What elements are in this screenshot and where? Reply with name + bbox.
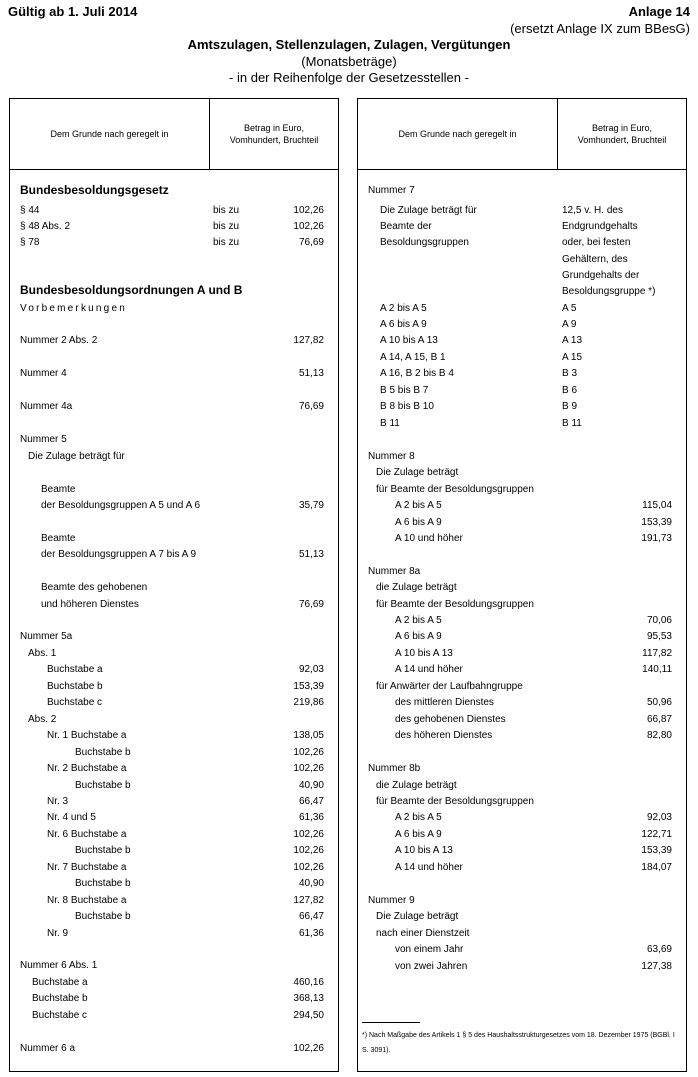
row-label: Nummer 2 Abs. 2 (20, 335, 98, 346)
row-label: A 10 bis A 13 (380, 335, 438, 346)
row-label: Die Zulage beträgt für (28, 451, 125, 462)
row-label: Die Zulage beträgt für (380, 205, 477, 216)
row-amount: 184,07 (641, 862, 672, 873)
header-amount-line2: Vomhundert, Bruchteil (229, 135, 319, 145)
row-label: Buchstabe b (75, 747, 131, 758)
row-amount: 76,69 (298, 599, 324, 610)
row-amount: 66,47 (298, 911, 324, 922)
row-amount: 92,03 (298, 664, 324, 675)
row-label: Buchstabe b (75, 878, 131, 889)
row-label: A 6 bis A 9 (395, 517, 442, 528)
row-label: A 10 bis A 13 (395, 845, 453, 856)
row-label: Beamte (41, 484, 76, 495)
row-rule-text: 12,5 v. H. des (562, 205, 623, 216)
row-amount: 102,26 (293, 845, 324, 856)
row-label: Buchstabe c (47, 697, 103, 708)
row-label: Buchstabe b (32, 993, 88, 1004)
row-rule-text: B 9 (562, 401, 578, 412)
row-label: von einem Jahr (395, 944, 464, 955)
row-rule-text: A 13 (562, 335, 583, 346)
row-label: Buchstabe b (47, 681, 103, 692)
row-label: Abs. 1 (28, 648, 57, 659)
row-label: nach einer Dienstzeit (376, 928, 470, 939)
document-title: Amtszulagen, Stellenzulagen, Zulagen, Vergütungen (187, 37, 511, 52)
row-amount: 92,03 (646, 812, 672, 823)
row-label: und höheren Dienstes (41, 599, 139, 610)
header-amount (558, 99, 686, 169)
row-label: des höheren Dienstes (395, 730, 493, 741)
row-label: A 6 bis A 9 (395, 631, 442, 642)
row-label: Buchstabe b (75, 845, 131, 856)
row-label: § 48 Abs. 2 (20, 221, 71, 232)
header-legal-basis: Dem Grunde nach geregelt in (10, 99, 210, 169)
row-amount: 138,05 (293, 730, 324, 741)
row-amount: 219,86 (293, 697, 324, 708)
row-label: Nr. 8 Buchstabe a (47, 895, 127, 906)
row-label: Nummer 8 (368, 451, 415, 462)
row-amount: 63,69 (646, 944, 672, 955)
row-label: Nr. 3 (47, 796, 69, 807)
row-label: Nummer 4 (20, 368, 67, 379)
row-amount: 102,26 (293, 747, 324, 758)
row-label: für Beamte der Besoldungsgruppen (376, 599, 534, 610)
footnote: *) Nach Maßgabe des Artikels 1 § 5 des Haushaltsstrukturgesetzes vom 18. Dezember 1975 (BGBl. I S. 3091). (362, 1032, 675, 1054)
row-label: Buchstabe b (75, 911, 131, 922)
row-label: Nummer 7 (368, 185, 415, 196)
row-label: Die Zulage beträgt (376, 911, 459, 922)
row-label: A 14 und höher (395, 664, 463, 675)
row-label: Nummer 8b (368, 763, 421, 774)
row-label: Buchstabe a (47, 664, 103, 675)
row-label: Buchstabe b (75, 780, 131, 791)
row-label: A 10 und höher (395, 533, 463, 544)
table-header (358, 99, 686, 170)
row-amount: 102,26 (293, 862, 324, 873)
row-amount: 102,26 (293, 1043, 324, 1054)
row-label: A 2 bis A 5 (395, 812, 442, 823)
row-amount: 61,36 (298, 928, 324, 939)
header-amount-line2: Vomhundert, Bruchteil (577, 135, 667, 145)
row-label: Besoldungsgruppen (380, 237, 469, 248)
row-rule-text: Endgrundgehalts (562, 221, 638, 232)
row-amount: 76,69 (298, 237, 324, 248)
row-qualifier: bis zu (213, 205, 240, 216)
row-label: für Anwärter der Laufbahngruppe (376, 681, 523, 692)
row-label: Nummer 5 (20, 434, 67, 445)
document-ordering-note: - in der Reihenfolge der Gesetzesstellen - (229, 70, 469, 85)
row-amount: 70,06 (646, 615, 672, 626)
row-amount: 127,82 (293, 895, 324, 906)
row-amount: 115,04 (642, 500, 672, 511)
row-label: Nr. 6 Buchstabe a (47, 829, 127, 840)
row-amount: 51,13 (298, 549, 324, 560)
row-label: die Zulage beträgt (376, 780, 457, 791)
row-label: A 10 bis A 13 (395, 648, 453, 659)
row-amount: 127,38 (641, 961, 672, 972)
row-amount: 140,11 (642, 664, 672, 675)
row-amount: 153,39 (641, 845, 672, 856)
row-label: § 78 (20, 237, 40, 248)
row-amount: 76,69 (298, 401, 324, 412)
row-amount: 368,13 (293, 993, 324, 1004)
row-amount: 66,47 (298, 796, 324, 807)
row-amount: 102,26 (293, 763, 324, 774)
row-amount: 35,79 (298, 500, 324, 511)
annex-number: Anlage 14 (628, 4, 690, 19)
row-label: Nr. 2 Buchstabe a (47, 763, 127, 774)
row-label: A 14 und höher (395, 862, 463, 873)
row-label: Nr. 1 Buchstabe a (47, 730, 127, 741)
row-rule-text: B 3 (562, 368, 578, 379)
row-label: Nr. 9 (47, 928, 69, 939)
row-label: B 5 bis B 7 (380, 385, 429, 396)
row-amount: 127,82 (293, 335, 324, 346)
row-amount: 40,90 (298, 780, 324, 791)
row-label: Nr. 4 und 5 (47, 812, 96, 823)
row-label: Nummer 8a (368, 566, 421, 577)
row-amount: 294,50 (293, 1010, 324, 1021)
row-qualifier: bis zu (213, 221, 240, 232)
row-label: A 2 bis A 5 (380, 303, 427, 314)
header-legal-basis: Dem Grunde nach geregelt in (358, 99, 558, 169)
row-label: Abs. 2 (28, 714, 57, 725)
row-rule-text: oder, bei festen (562, 237, 631, 248)
row-amount: 102,26 (293, 221, 324, 232)
row-label: für Beamte der Besoldungsgruppen (376, 796, 534, 807)
row-label: A 14, A 15, B 1 (380, 352, 446, 363)
row-label: B 8 bis B 10 (380, 401, 434, 412)
section-heading: Bundesbesoldungsordnungen A und B (20, 283, 243, 297)
row-amount: 153,39 (641, 517, 672, 528)
row-label: Buchstabe a (32, 977, 88, 988)
row-label: A 6 bis A 9 (380, 319, 427, 330)
row-label: B 11 (380, 418, 400, 429)
row-amount: 102,26 (293, 829, 324, 840)
row-amount: 50,96 (646, 697, 672, 708)
row-label: A 16, B 2 bis B 4 (380, 368, 454, 379)
row-amount: 61,36 (298, 812, 324, 823)
row-label: Nummer 4a (20, 401, 73, 412)
row-label: A 2 bis A 5 (395, 615, 442, 626)
row-label: Nr. 7 Buchstabe a (47, 862, 127, 873)
row-label: Nummer 9 (368, 895, 415, 906)
row-label: Beamte des gehobenen (41, 582, 148, 593)
section-heading: Bundesbesoldungsgesetz (20, 183, 169, 197)
row-label: der Besoldungsgruppen A 5 und A 6 (41, 500, 201, 511)
row-amount: 51,13 (298, 368, 324, 379)
row-rule-text: A 15 (562, 352, 583, 363)
row-label: des gehobenen Dienstes (395, 714, 506, 725)
row-amount: 153,39 (293, 681, 324, 692)
footnote-rule (362, 1022, 420, 1023)
row-rule-text: B 11 (562, 418, 582, 429)
row-rule-text: A 5 (562, 303, 577, 314)
row-amount: 191,73 (641, 533, 672, 544)
row-amount: 40,90 (298, 878, 324, 889)
row-amount: 102,26 (293, 205, 324, 216)
left-table-column (9, 98, 339, 1072)
header-amount (210, 99, 338, 169)
row-label: von zwei Jahren (395, 961, 468, 972)
row-label: Beamte der (380, 221, 432, 232)
row-label: für Beamte der Besoldungsgruppen (376, 484, 534, 495)
validity-date: Gültig ab 1. Juli 2014 (8, 4, 138, 19)
row-label: Nummer 6 a (20, 1043, 76, 1054)
row-amount: 460,16 (293, 977, 324, 988)
row-rule-text: Grundgehalts der (562, 270, 640, 281)
header-amount-line1: Betrag in Euro, (243, 123, 305, 133)
right-table-column (357, 98, 687, 1072)
row-amount: 117,82 (642, 648, 672, 659)
table-header (10, 99, 338, 170)
document-subtitle: (Monatsbeträge) (301, 54, 397, 69)
row-label: Buchstabe c (32, 1010, 88, 1021)
row-amount: 95,53 (646, 631, 672, 642)
row-label: Nummer 5a (20, 631, 73, 642)
row-label: Vorbemerkungen (20, 303, 127, 314)
row-amount: 122,71 (641, 829, 672, 840)
row-rule-text: Gehältern, des (562, 254, 628, 265)
row-rule-text: A 9 (562, 319, 577, 330)
row-amount: 66,87 (646, 714, 672, 725)
row-label: der Besoldungsgruppen A 7 bis A 9 (41, 549, 197, 560)
row-label: Die Zulage beträgt (376, 467, 459, 478)
row-amount: 82,80 (646, 730, 672, 741)
row-label: des mittleren Dienstes (395, 697, 494, 708)
row-label: die Zulage beträgt (376, 582, 457, 593)
row-label: Beamte (41, 533, 76, 544)
row-label: Nummer 6 Abs. 1 (20, 960, 98, 971)
row-rule-text: Besoldungsgruppe *) (562, 286, 656, 297)
row-label: A 6 bis A 9 (395, 829, 442, 840)
row-label: § 44 (20, 205, 40, 216)
row-rule-text: B 6 (562, 385, 578, 396)
row-label: A 2 bis A 5 (395, 500, 442, 511)
row-qualifier: bis zu (213, 237, 240, 248)
annex-replacement-note: (ersetzt Anlage IX zum BBesG) (510, 21, 690, 36)
header-amount-line1: Betrag in Euro, (591, 123, 653, 133)
